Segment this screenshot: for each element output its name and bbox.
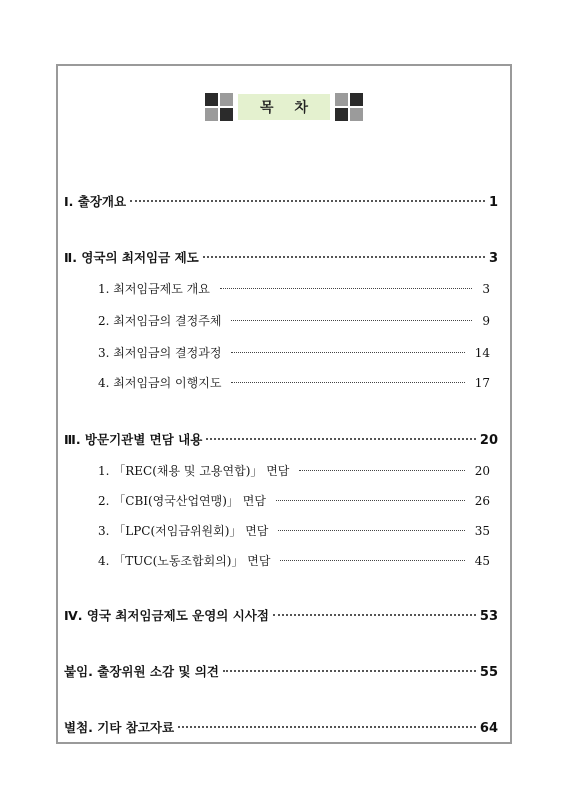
- toc-entry-page: 1: [488, 195, 498, 210]
- toc-entry-label: 1. 최저임금제도 개요: [98, 282, 210, 296]
- dot-leader: [231, 320, 472, 321]
- dot-leader: [278, 530, 464, 531]
- toc-title-right: 차: [294, 100, 308, 116]
- toc-entry-label: 2. 「CBI(영국산업연맹)」 면담: [98, 494, 266, 508]
- toc-entry-label: 4. 「TUC(노동조합회의)」 면담: [98, 554, 271, 568]
- toc-entry-3-4[interactable]: [98, 552, 490, 569]
- dot-leader: [231, 352, 464, 353]
- toc-entry-label: 별첨. 기타 참고자료: [64, 720, 175, 735]
- toc-entry-page: 26: [474, 494, 490, 508]
- toc-entry-page: 17: [474, 376, 490, 390]
- dot-leader: [299, 470, 464, 471]
- toc-entry-2-3[interactable]: [98, 344, 490, 361]
- toc-entry-3[interactable]: [64, 430, 498, 448]
- toc-entry-page: 53: [479, 609, 498, 624]
- toc-entry-appendix[interactable]: [64, 662, 498, 680]
- toc-entry-page: 3: [488, 251, 498, 266]
- toc-entry-2-4[interactable]: [98, 374, 490, 391]
- dot-leader: [203, 256, 485, 258]
- toc-entry-2[interactable]: [64, 248, 498, 266]
- toc-entry-page: 35: [474, 524, 490, 538]
- toc-entry-label: Ⅲ. 방문기관별 면담 내용: [64, 432, 203, 447]
- toc-entry-2-1[interactable]: [98, 280, 490, 297]
- toc-entry-page: 3: [482, 282, 490, 296]
- quad-square-icon: [335, 93, 363, 121]
- toc-entry-page: 64: [479, 721, 498, 736]
- toc-entry-3-1[interactable]: [98, 462, 490, 479]
- toc-entry-label: 4. 최저임금의 이행지도: [98, 376, 222, 390]
- toc-entry-label: 2. 최저임금의 결정주체: [98, 314, 222, 328]
- dot-leader: [220, 288, 473, 289]
- toc-title-left: 목: [260, 100, 274, 116]
- toc-entry-label: Ⅳ. 영국 최저임금제도 운영의 시사점: [64, 608, 269, 623]
- toc-title: [238, 94, 330, 120]
- toc-entry-4[interactable]: [64, 606, 498, 624]
- toc-entry-page: 55: [479, 665, 498, 680]
- toc-entry-1[interactable]: [64, 192, 498, 210]
- dot-leader: [231, 382, 464, 383]
- toc-title-row: [58, 92, 510, 122]
- toc-entry-page: 20: [479, 433, 498, 448]
- toc-entry-label: 붙임. 출장위원 소감 및 의견: [64, 664, 219, 679]
- dot-leader: [206, 438, 476, 440]
- dot-leader: [178, 726, 476, 728]
- quad-square-icon: [205, 93, 233, 121]
- dot-leader: [276, 500, 465, 501]
- toc-entry-page: 45: [474, 554, 490, 568]
- dot-leader: [280, 560, 464, 561]
- toc-entry-attachment[interactable]: [64, 718, 498, 736]
- toc-entry-label: 3. 「LPC(저임금위원회)」 면담: [98, 524, 269, 538]
- dot-leader: [223, 670, 476, 672]
- toc-entry-3-2[interactable]: [98, 492, 490, 509]
- toc-entry-page: 9: [482, 314, 490, 328]
- toc-page-frame: [56, 64, 512, 744]
- toc-entry-2-2[interactable]: [98, 312, 490, 329]
- toc-entry-page: 14: [474, 346, 490, 360]
- toc-entry-label: 3. 최저임금의 결정과정: [98, 346, 222, 360]
- dot-leader: [130, 200, 485, 202]
- toc-entry-label: Ⅱ. 영국의 최저임금 제도: [64, 250, 199, 265]
- dot-leader: [273, 614, 476, 616]
- toc-entry-page: 20: [474, 464, 490, 478]
- toc-entry-label: Ⅰ. 출장개요: [64, 194, 127, 209]
- toc-entry-label: 1. 「REC(채용 및 고용연합)」 면담: [98, 464, 290, 478]
- toc-entry-3-3[interactable]: [98, 522, 490, 539]
